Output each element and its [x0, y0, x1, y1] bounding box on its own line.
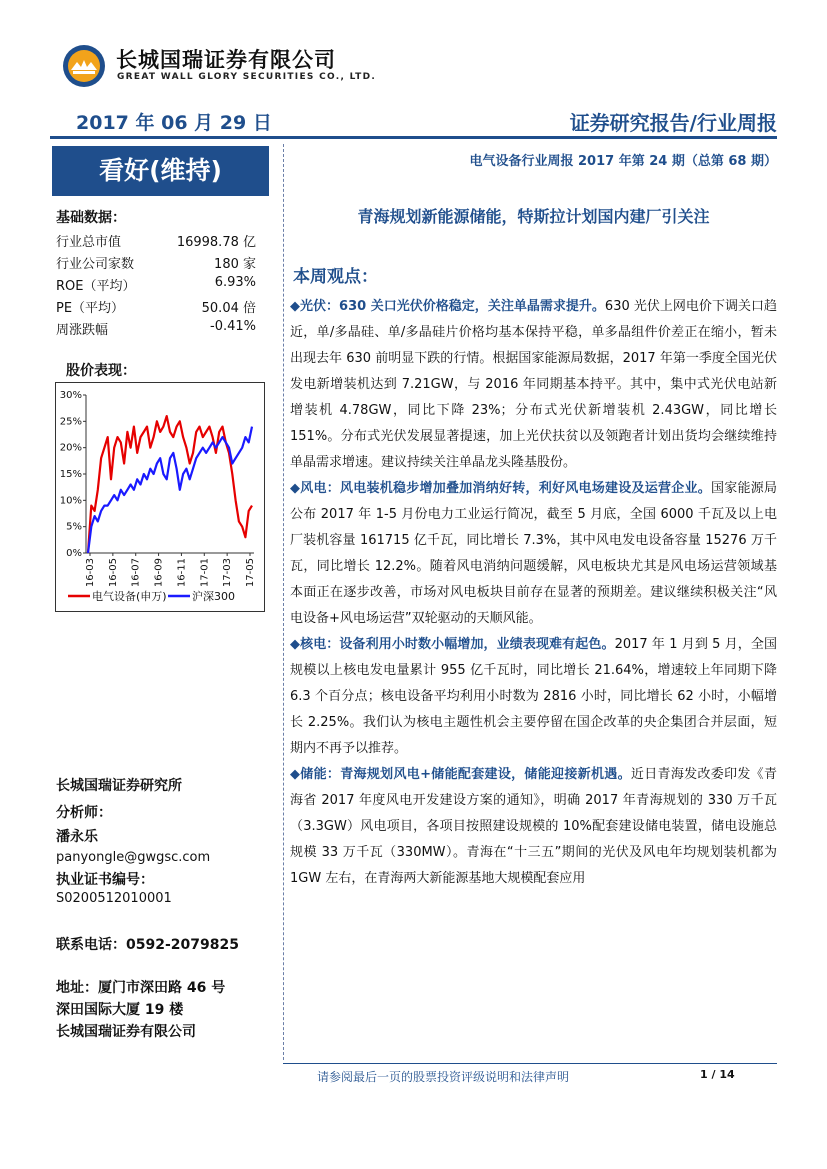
basic-data-value: 6.93% [214, 275, 256, 290]
basic-data-key: 行业总市值 [56, 235, 122, 250]
chart-heading: 股价表现： [66, 363, 136, 379]
paragraph-lead: ◆光伏：630 关口光伏价格稳定，关注单晶需求提升。 [290, 299, 605, 314]
series-line-industry [88, 416, 252, 553]
address-line-3: 长城国瑞证券有限公司 [56, 1024, 196, 1040]
paragraph-lead: ◆储能：青海规划风电+储能配套建设，储能迎接新机遇。 [290, 767, 631, 782]
cert-number: S0200512010001 [56, 891, 172, 906]
paragraph-text: 630 光伏上网电价下调关口趋近，单/多晶硅、单/多晶硅片价格均基本保持平稳，单多晶组件价差正在缩小，暂未出现去年 630 前明显下跌的行情。根据国家能源局数据，2017 年第一季度全国光伏发电新增装机达到 7.21GW，与 2016 年同期基本持平。其中，集中式光伏电站新增装机 4.78GW，同比下降 23%；分布式光伏新增装机 2.43GW，同比增长 151%。分布式光伏发展显著提速，加上光伏扶贫以及领跑者计划出货均会继续维持单晶需求增速。建议持续关注单晶龙头隆基股份。 [290, 299, 777, 470]
y-tick-label: 25% [59, 416, 82, 428]
column-divider [283, 144, 284, 1060]
y-tick-label: 15% [59, 469, 82, 480]
analyst-label: 分析师： [56, 805, 112, 821]
report-subtitle: 电气设备行业周报 2017 年第 24 期（总第 68 期） [469, 154, 777, 169]
basic-data-heading: 基础数据： [56, 210, 126, 226]
header-divider [50, 136, 777, 139]
analyst-name: 潘永乐 [56, 829, 98, 845]
company-name-cn: 长城国瑞证券有限公司 [116, 48, 336, 72]
y-tick-label: 0% [66, 548, 82, 559]
weekly-view-heading: 本周观点： [293, 267, 378, 287]
basic-data-row [56, 297, 256, 319]
paragraph-nuclear [290, 632, 777, 762]
basic-data-row [56, 319, 256, 341]
report-type: 证券研究报告/行业周报 [569, 111, 777, 135]
address-line-2: 深田国际大厦 19 楼 [56, 1002, 184, 1018]
company-logo [62, 44, 106, 88]
x-tick-label: 16-11 [176, 558, 188, 588]
x-tick-label: 17-01 [199, 558, 211, 588]
institute-name: 长城国瑞证券研究所 [56, 778, 182, 794]
y-tick-label: 5% [66, 521, 82, 533]
legend-label: 电气设备(申万) [92, 590, 167, 603]
cert-label: 执业证书编号： [56, 872, 154, 888]
footer-divider [283, 1063, 777, 1064]
paragraph-text: 近日青海发改委印发《青海省 2017 年度风电开发建设方案的通知》，明确 2017 年青海规划的 330 万千瓦（3.3GW）风电项目，各项目按照建设规模的 10%配套建设储电装置，储电设施总规模 33 万千瓦（330MW）。青海在“十三五”期间的光伏及风电年均规划装机都为 1GW 左右，在青海两大新能源基地大规模配套应用 [290, 767, 777, 886]
contact-phone: 联系电话：0592-2079825 [56, 937, 239, 953]
x-tick-label: 16-09 [153, 558, 165, 588]
analyst-email[interactable]: panyongle@gwgsc.com [56, 850, 211, 865]
report-body [290, 294, 777, 892]
x-tick-label: 17-03 [222, 558, 234, 588]
x-tick-label: 16-03 [85, 558, 96, 588]
address-line-1: 地址：厦门市深田路 46 号 [56, 980, 226, 996]
y-tick-label: 20% [59, 442, 82, 454]
paragraph-text: 国家能源局公布 2017 年 1-5 月份电力工业运行简况，截至 5 月底，全国 6000 千瓦及以上电厂装机容量 161715 亿千瓦，同比增长 7.3%，其中风电发电设备容量 15276 万千瓦，同比增长 12.2%。随着风电消纳问题缓解，风电板块尤其是风电场运营领域基本面正在逐步改善，市场对风电板块目前存在显著的预期差。建议继续积极关注“风电设备+风电场运营”双轮驱动的天顺风能。 [290, 481, 777, 626]
basic-data-row [56, 275, 256, 297]
basic-data-row [56, 231, 256, 253]
footer-disclaimer[interactable]: 请参阅最后一页的股票投资评级说明和法律声明 [316, 1070, 569, 1084]
basic-data-key: 周涨跌幅 [56, 323, 109, 338]
basic-data-value: 16998.78 亿 [176, 235, 256, 250]
paragraph-text: 2017 年 1 月到 5 月，全国规模以上核电发电量累计 955 亿千瓦时，同比增长 21.64%，增速较上年同期下降 6.3 个百分点；核电设备平均利用小时数为 2816 小时，同比增长 62 小时，小幅增长 2.25%。我们认为核电主题性机会主要停留在国企改革的央企集团合并层面，短期内不再予以推荐。 [290, 637, 777, 756]
report-date: 2017 年 06 月 29 日 [76, 112, 272, 134]
page-number: 1 / 14 [700, 1068, 735, 1081]
paragraph-pv [290, 294, 777, 476]
series-line-hs300 [88, 427, 252, 553]
x-tick-label: 17-05 [245, 558, 256, 588]
stock-chart-svg [56, 383, 264, 611]
basic-data-value: -0.41% [210, 319, 256, 334]
paragraph-lead: ◆核电：设备利用小时数小幅增加，业绩表现难有起色。 [290, 637, 615, 652]
paragraph-storage [290, 762, 777, 892]
stock-chart [55, 382, 265, 612]
basic-data-row [56, 253, 256, 275]
y-tick-label: 30% [59, 390, 82, 401]
paragraph-wind [290, 476, 777, 632]
company-name-en: GREAT WALL GLORY SECURITIES CO., LTD. [117, 72, 377, 82]
x-tick-label: 16-07 [130, 558, 142, 588]
basic-data-key: 行业公司家数 [56, 257, 135, 272]
paragraph-lead: ◆风电：风电装机稳步增加叠加消纳好转，利好风电场建设及运营企业。 [290, 481, 711, 496]
report-title: 青海规划新能源储能，特斯拉计划国内建厂引关注 [357, 207, 710, 226]
basic-data-key: PE（平均） [56, 301, 125, 316]
legend-label: 沪深300 [192, 590, 235, 603]
basic-data-value: 180 家 [214, 257, 256, 272]
rating-badge: 看好(维持) [52, 146, 269, 196]
basic-data-key: ROE（平均） [56, 279, 136, 294]
x-tick-label: 16-05 [107, 558, 119, 588]
y-tick-label: 10% [59, 495, 82, 507]
basic-data-value: 50.04 倍 [201, 301, 256, 316]
